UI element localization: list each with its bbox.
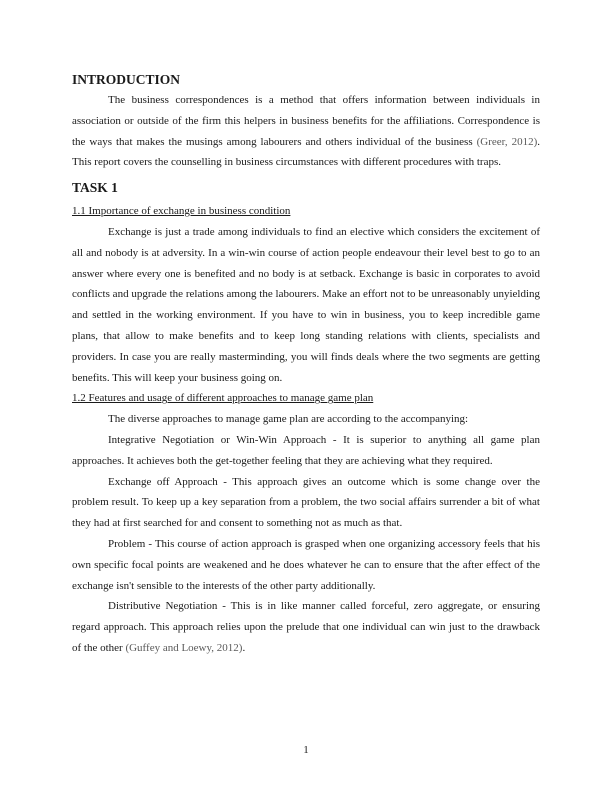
introduction-heading: INTRODUCTION xyxy=(72,72,181,87)
document-page xyxy=(72,70,540,659)
citation-guffey-loewy: (Guffey and Loewy, 2012) xyxy=(125,641,243,654)
page-number: 1 xyxy=(303,744,309,756)
problem-approach-paragraph: Problem - This course of action approach is grasped when one organizing accessory feels that his own specific focal points are weakened and he does whatever he can to ensure that the after effect of the exchange isn't sensible to the interests of the other party additionally. xyxy=(72,537,540,592)
intro-text: The business correspondences is a method that offers information between individuals in association or outside of the firm this helpers in business benefits for the affiliations. Correspondence is the ways that makes the musings among labourers and others individual of the business xyxy=(72,94,540,148)
integrative-negotiation-paragraph: Integrative Negotiation or Win-Win Approach - It is superior to anything all game plan approaches. It achieves both the get-together feeling that they are achieving what they required. xyxy=(72,433,540,467)
distributive-negotiation-paragraph xyxy=(72,596,540,658)
citation-greer: (Greer, 2012) xyxy=(476,135,538,148)
distributive-text: Distributive Negotiation - This is in like manner called forceful, zero aggregate, or ensuring regard approach. This approach relies upon the prelude that one individual can win just to the drawback of the other xyxy=(72,600,540,654)
section-1-1-paragraph: Exchange is just a trade among individuals to find an elective which considers the excitement of all and nobody is at adversity. In a win-win course of action people endeavour their level best to go to an answer where every one is benefited and no body is at setback. Exchange is basic in corporates to avoid conflicts and upgrade the relations among the labourers. Make an effort not to be unreasonably unyielding and settled in the working environment. If you have to win in business, you to keep incredible game plans, that allow to make benefits and to keep long standing relations with clients, specialists and providers. In case you are really masterminding, you will finds deals where the two segments are getting benefits. This will keep your business going on. xyxy=(72,225,540,384)
distributive-text-tail: . xyxy=(242,641,246,654)
section-1-2-intro: The diverse approaches to manage game plan are according to the accompanying: xyxy=(108,413,469,426)
introduction-paragraph xyxy=(72,90,540,173)
section-1-2-title: 1.2 Features and usage of different approaches to manage game plan xyxy=(72,392,374,405)
intro-text-tail: . This report covers the counselling in business circumstances with different procedures with traps. xyxy=(72,135,541,169)
section-1-1-title: 1.1 Importance of exchange in business condition xyxy=(72,205,291,218)
task1-heading: TASK 1 xyxy=(72,180,118,196)
exchange-off-paragraph: Exchange off Approach - This approach gives an outcome which is some change over the problem result. To keep up a key separation from a problem, the two social affairs surrender a bit of what they had at first searched for and consent to something not as much as that. xyxy=(72,475,540,530)
